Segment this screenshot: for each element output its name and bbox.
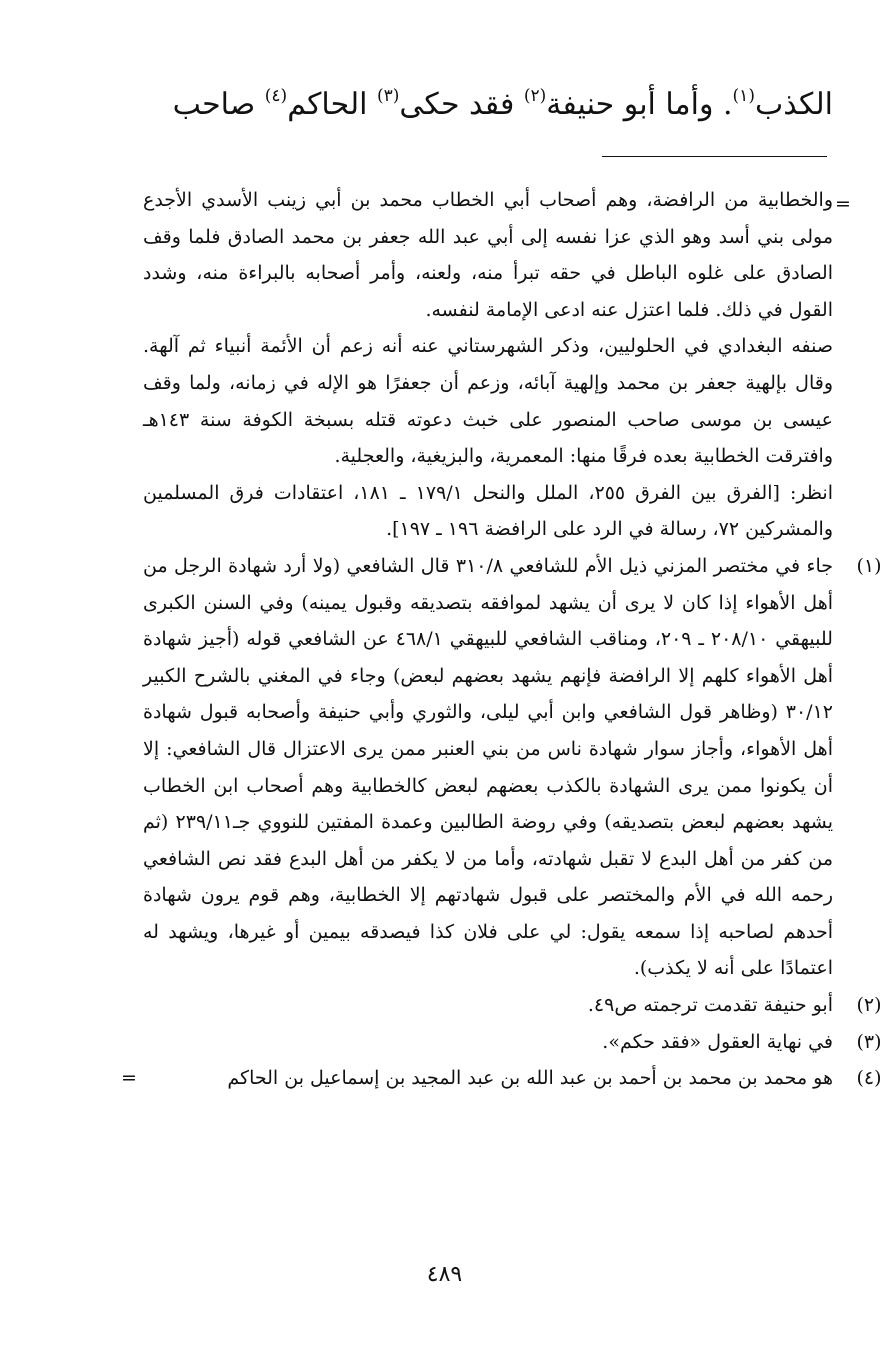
footnote-text: أبو حنيفة تقدمت ترجمته ص٤٩.: [587, 994, 833, 1017]
footnote-number[interactable]: (٣): [856, 1030, 882, 1053]
footnote-1: [143, 548, 882, 987]
footnote-3: [143, 1024, 882, 1061]
main-text-word: الكذب: [754, 87, 833, 122]
main-text-word: الحاكم: [287, 87, 377, 122]
footnote-ref-1[interactable]: (١): [732, 86, 755, 106]
footnote-number[interactable]: (٤): [856, 1067, 882, 1090]
carryover-note-paragraph: انظر: [الفرق بين الفرق ٢٥٥، الملل والنحل ١٧٩/١ ـ ١٨١، اعتقادات فرق المسلمين والمشركين ٧٢، رسالة في الرد على الرافضة ١٩٦ ـ ١٩٧].: [143, 481, 833, 541]
continuation-mark: =: [835, 193, 851, 215]
main-text-word: فقد حكى: [399, 87, 524, 122]
footnote-text: هو محمد بن محمد بن أحمد بن عبد الله بن عبد المجيد بن إسماعيل بن الحاكم: [227, 1067, 833, 1090]
main-text-word: صاحب: [172, 87, 265, 122]
main-text-line: [150, 74, 833, 127]
footnote-text: جاء في مختصر المزني ذيل الأم للشافعي ٣١٠/٨ قال الشافعي (ولا أرد شهادة الرجل من أهل الأهواء إذا كان لا يرى أن يشهد لموافقه بتصديقه وقبول يمينه) وفي السنن الكبرى للبيهقي ٢٠٨/١٠ ـ ٢٠٩، ومناقب الشافعي للبيهقي ٤٦٨/١ عن الشافعي قوله (أجيز شهادة أهل الأهواء كلهم إلا الرافضة فإنهم يشهد بعضهم لبعض) وجاء في المغني بالشرح الكبير ٣٠/١٢ (وظاهر قول الشافعي وابن أبي ليلى، والثوري وأبي حنيفة وأصحابه قبول شهادة أهل الأهواء، وأجاز سوار شهادة ناس من بني العنبر ممن يرى الاعتزال قال الشافعي: إلا أن يكونوا ممن يرى الشهادة بالكذب بعضهم لبعض كالخطابية وهم أصحاب ابن الخطاب يشهد بعضهم لبعض بتصديقه) وفي روضة الطالبين وعمدة المفتين للنووي جـ٢٣٩/١١ (ثم من كفر من أهل البدع لا تقبل شهادته، وأما من لا يكفر من أهل البدع فقد نص الشافعي رحمه الله في الأم والمختصر على قبول شهادتهم إلا الخطابية، وهم قوم يرون شهادة أحدهم لصاحبه إذا سمعه يقول: لي على فلان كذا فيصدقه بيمين أو غيرها، ويشهد له اعتمادًا على أنه لا يكذب).: [143, 554, 833, 980]
continuation-mark-end: =: [121, 1067, 137, 1090]
footnotes-area: [121, 182, 882, 1097]
footnote-separator-rule: [602, 156, 827, 157]
footnote-4: [121, 1060, 882, 1097]
main-text-word: . وأما أبو حنيفة: [546, 87, 733, 122]
footnote-ref-2[interactable]: (٢): [523, 86, 547, 106]
footnote-2: [143, 987, 882, 1024]
carryover-note-paragraph: والخطابية من الرافضة، وهم أصحاب أبي الخطاب محمد بن أبي زينب الأسدي الأجدع مولى بني أسد وهو الذي عزا نفسه إلى أبي عبد الله جعفر بن محمد الصادق فلما وقف الصادق على غلوه الباطل في حقه تبرأ منه، ولعنه، وأمر أصحابه بالبراءة منه، وشدد القول في ذلك. فلما اعتزل عنه ادعى الإمامة لنفسه.: [143, 189, 833, 321]
footnote-number[interactable]: (١): [856, 554, 882, 577]
page-number: ٤٨٩: [426, 1262, 463, 1287]
footnote-ref-3[interactable]: (٣): [376, 86, 400, 106]
footnote-text: في نهاية العقول «فقد حكم».: [602, 1030, 833, 1053]
footnote-ref-4[interactable]: (٤): [264, 86, 288, 106]
carryover-note-paragraph: صنفه البغدادي في الحلوليين، وذكر الشهرستاني عنه أنه زعم أن الأئمة أنبياء ثم آلهة. وقال بإلهية جعفر بن محمد وإلهية آبائه، وزعم أن جعفرًا هو الإله في زمانه، ولما وقف عيسى بن موسى صاحب المنصور على خبث دعوته قتله بسبخة الكوفة سنة ١٤٣هـ وافترقت الخطابية بعده فرقًا منها: المعمرية، والبزيغية، والعجلية.: [143, 335, 833, 468]
footnote-number[interactable]: (٢): [856, 994, 882, 1017]
